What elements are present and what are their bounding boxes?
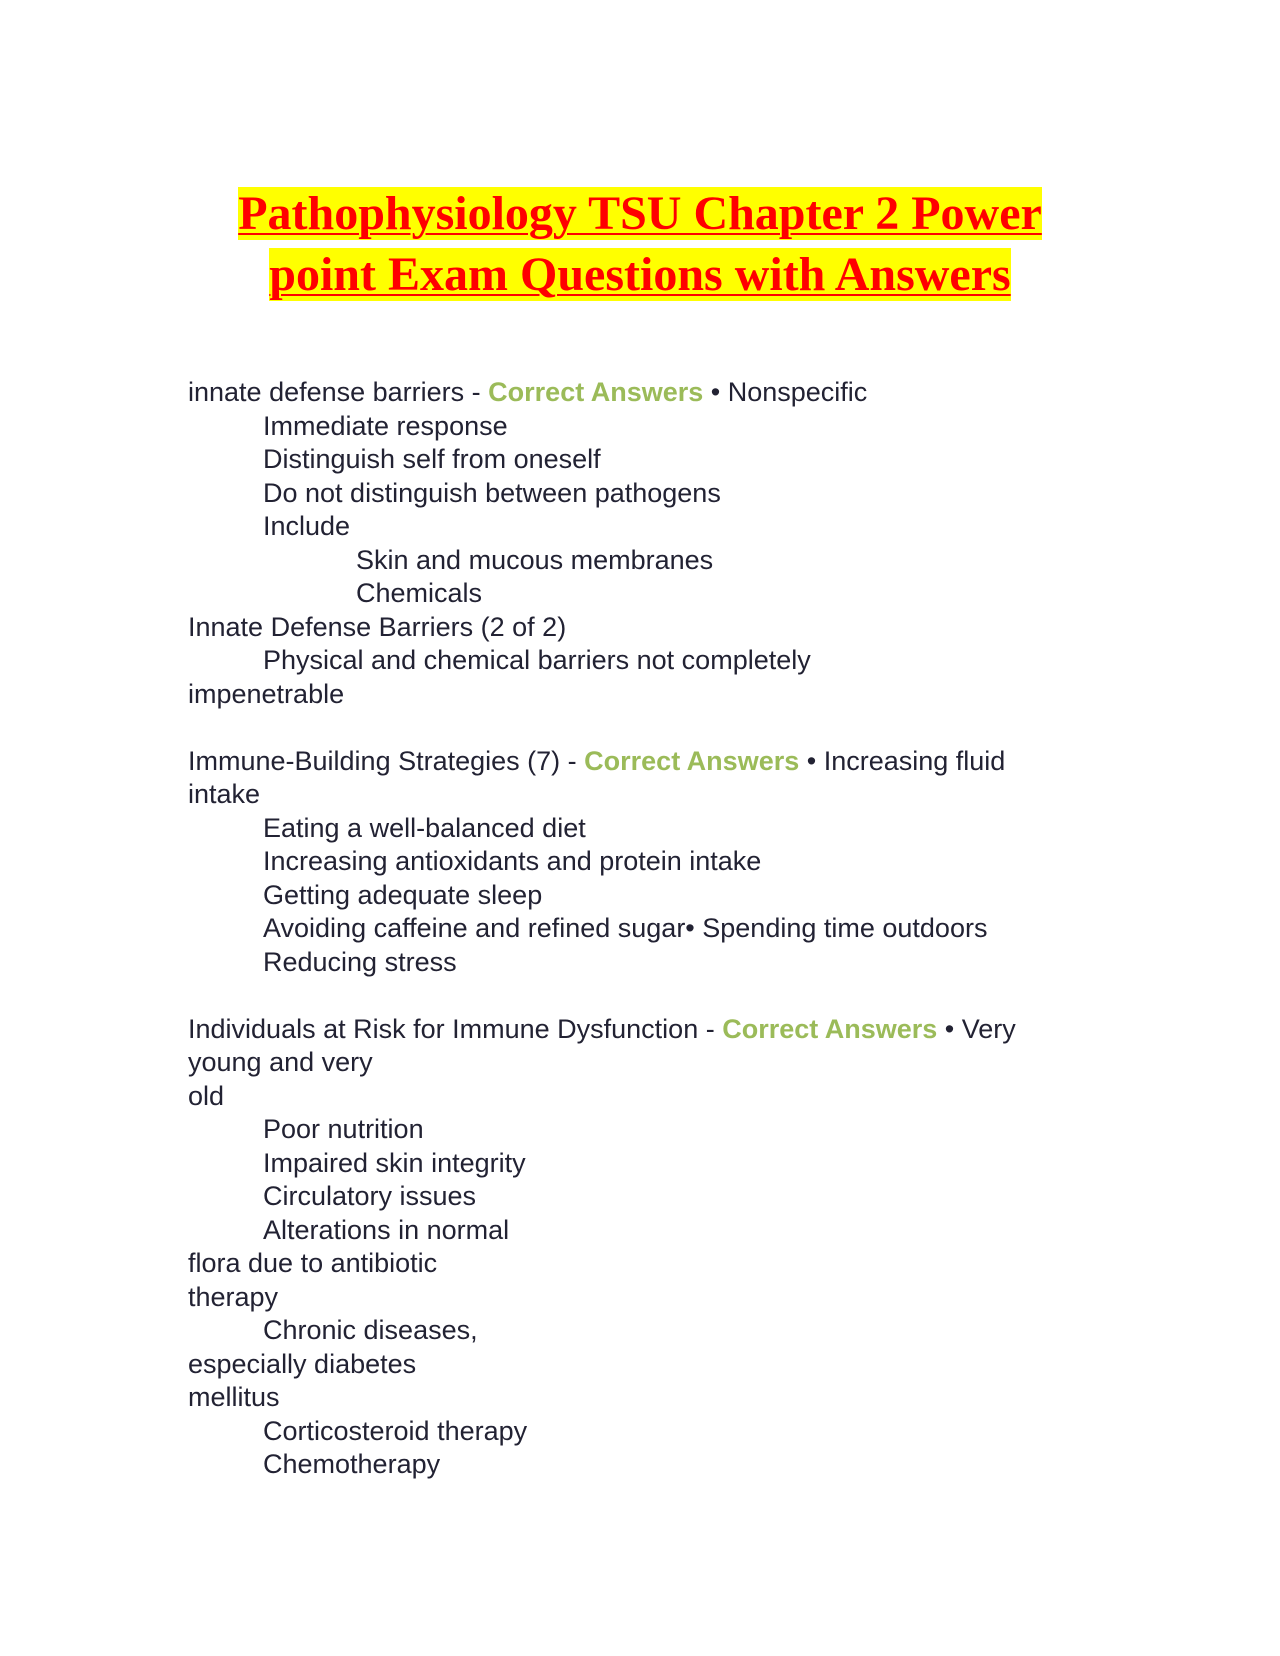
answer-line: flora due to antibiotic xyxy=(188,1248,438,1278)
answer-line: especially diabetes xyxy=(188,1348,417,1379)
answer-line: Reducing stress xyxy=(263,946,457,977)
question-prefix: Immune-Building Strategies (7) - xyxy=(188,745,585,776)
answer-line: Distinguish self from oneself xyxy=(263,444,601,474)
answer-line: Eating a well-balanced diet xyxy=(263,812,586,843)
answer-line: Chronic diseases, xyxy=(263,1315,478,1345)
answer-line: Chemotherapy xyxy=(263,1449,441,1479)
answer-line: old xyxy=(188,1080,225,1111)
spacer xyxy=(188,979,1108,1013)
answer-first-item: • Increasing fluid xyxy=(799,745,1006,776)
document-body xyxy=(188,376,1108,1482)
answer-first-item: • Very xyxy=(937,1013,1016,1044)
answer-line: Avoiding caffeine and refined sugar• Spending time outdoors xyxy=(263,913,988,943)
title-line-1: Pathophysiology TSU Chapter 2 Power xyxy=(238,187,1042,240)
correct-answers-label: Correct Answers xyxy=(488,377,704,407)
correct-answers-label: Correct Answers xyxy=(584,745,800,776)
question-1-heading xyxy=(188,376,1108,410)
answer-line: Increasing antioxidants and protein intake xyxy=(263,846,762,876)
answer-line: Alterations in normal xyxy=(263,1214,510,1245)
answer-line: Do not distinguish between pathogens xyxy=(263,477,721,508)
answer-line: Skin and mucous membranes xyxy=(356,544,714,575)
answer-first-item: • Nonspecific xyxy=(703,377,868,407)
question-2-heading xyxy=(188,745,1108,779)
question-prefix: innate defense barriers - xyxy=(188,377,489,407)
answer-line: Impaired skin integrity xyxy=(263,1147,526,1178)
spacer xyxy=(188,711,1108,745)
answer-line: Circulatory issues xyxy=(263,1181,477,1211)
answer-line: Chemicals xyxy=(356,578,483,608)
document-title xyxy=(150,183,1130,305)
answer-line: Immediate response xyxy=(263,410,508,441)
answer-line: Getting adequate sleep xyxy=(263,879,543,910)
answer-line: Physical and chemical barriers not completely xyxy=(263,645,811,675)
answer-line: impenetrable xyxy=(188,678,345,709)
answer-line: intake xyxy=(188,779,261,809)
answer-line: Innate Defense Barriers (2 of 2) xyxy=(188,611,567,642)
question-prefix: Individuals at Risk for Immune Dysfunction - xyxy=(188,1013,723,1044)
answer-line: Corticosteroid therapy xyxy=(263,1415,528,1446)
answer-line: Include xyxy=(263,511,351,541)
question-3-heading xyxy=(188,1013,1108,1047)
answer-line: therapy xyxy=(188,1281,279,1312)
correct-answers-label: Correct Answers xyxy=(722,1013,938,1044)
title-line-2: point Exam Questions with Answers xyxy=(269,248,1011,301)
answer-line: Poor nutrition xyxy=(263,1114,424,1144)
answer-line: mellitus xyxy=(188,1382,280,1412)
answer-line: young and very xyxy=(188,1047,373,1077)
